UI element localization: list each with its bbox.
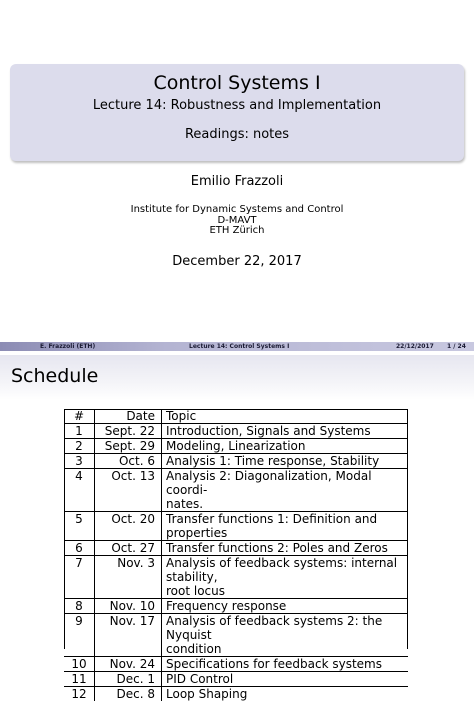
table-cell-num: 2 [64, 439, 95, 454]
table-cell-topic: Frequency response [162, 599, 409, 614]
footer-title: Lecture 14: Control Systems I [189, 342, 289, 351]
slide-title: Schedule [11, 365, 98, 387]
table-cell-num: 1 [64, 424, 95, 439]
table-cell-date: Sept. 22 [95, 424, 162, 439]
table-cell-num: 11 [64, 672, 95, 687]
table-row [64, 672, 408, 687]
institute-line: D-MAVT [0, 216, 474, 227]
table-row [64, 469, 408, 498]
table-cell-num: 12 [64, 687, 95, 701]
table-row [64, 512, 408, 541]
column-header: Topic [162, 409, 409, 424]
table-row [64, 439, 408, 454]
institute-line: ETH Zürich [0, 226, 474, 237]
table-row [64, 424, 408, 439]
table-cell-topic: Analysis 1: Time response, Stability [162, 454, 409, 469]
institute-line: Institute for Dynamic Systems and Control [0, 205, 474, 216]
footer-author: E. Frazzoli (ETH) [40, 342, 95, 351]
table-cell-num: 7 [64, 556, 95, 585]
table-cell-topic: condition [162, 642, 409, 657]
table-cell-date [95, 584, 162, 599]
table-row [64, 454, 408, 469]
presentation-title: Control Systems I [10, 72, 464, 94]
table-row [64, 599, 408, 614]
table-cell-num: 3 [64, 454, 95, 469]
table-row [64, 642, 408, 657]
table-cell-num [64, 642, 95, 657]
table-cell-topic: Loop Shaping [162, 687, 409, 701]
table-cell-num: 4 [64, 469, 95, 498]
presentation-date: December 22, 2017 [0, 254, 474, 269]
table-row [64, 556, 408, 585]
column-header: Date [95, 409, 162, 424]
table-cell-date: Dec. 1 [95, 672, 162, 687]
table-cell-num: 5 [64, 512, 95, 541]
table-cell-date: Nov. 3 [95, 556, 162, 585]
lecture-subtitle: Lecture 14: Robustness and Implementation [10, 98, 464, 113]
title-block [10, 64, 464, 161]
table-cell-topic: Analysis of feedback systems 2: the Nyquist [162, 614, 409, 643]
footer-bar [0, 342, 474, 351]
table-cell-date: Sept. 29 [95, 439, 162, 454]
table-cell-topic: Analysis of feedback systems: internal stability, [162, 556, 409, 585]
table-cell-topic: root locus [162, 584, 409, 599]
table-cell-topic: nates. [162, 497, 409, 512]
table-cell-topic: Introduction, Signals and Systems [162, 424, 409, 439]
title-slide [0, 0, 474, 342]
table-cell-num: 8 [64, 599, 95, 614]
table-cell-date: Nov. 10 [95, 599, 162, 614]
table-cell-num [64, 584, 95, 599]
table-cell-topic: Analysis 2: Diagonalization, Modal coordi- [162, 469, 409, 498]
table-cell-date: Nov. 17 [95, 614, 162, 643]
table-cell-num [64, 497, 95, 512]
schedule-table [64, 409, 408, 701]
table-cell-date [95, 497, 162, 512]
table-cell-num: 10 [64, 657, 95, 672]
table-row [64, 687, 408, 701]
table-cell-date: Oct. 13 [95, 469, 162, 498]
table-row [64, 497, 408, 512]
table-cell-date: Oct. 20 [95, 512, 162, 541]
table-cell-topic: Specifications for feedback systems [162, 657, 409, 672]
table-cell-date: Dec. 8 [95, 687, 162, 701]
table-row [64, 614, 408, 643]
table-cell-date: Oct. 6 [95, 454, 162, 469]
table-cell-date [95, 642, 162, 657]
author-name: Emilio Frazzoli [0, 174, 474, 189]
table-row [64, 541, 408, 556]
table-cell-topic: Transfer functions 1: Definition and properties [162, 512, 409, 541]
table-cell-topic: Modeling, Linearization [162, 439, 409, 454]
table-cell-num: 6 [64, 541, 95, 556]
table-row [64, 584, 408, 599]
footer-date: 22/12/2017 [396, 342, 434, 351]
footer-page-number: 1 / 24 [447, 342, 466, 351]
table-cell-topic: PID Control [162, 672, 409, 687]
table-row [64, 657, 408, 672]
table-cell-topic: Transfer functions 2: Poles and Zeros [162, 541, 409, 556]
readings-note: Readings: notes [10, 127, 464, 142]
table-cell-num: 9 [64, 614, 95, 643]
column-header: # [64, 409, 95, 424]
institute-block [0, 205, 474, 237]
table-cell-date: Nov. 24 [95, 657, 162, 672]
table-header-row [64, 409, 408, 424]
table-cell-date: Oct. 27 [95, 541, 162, 556]
